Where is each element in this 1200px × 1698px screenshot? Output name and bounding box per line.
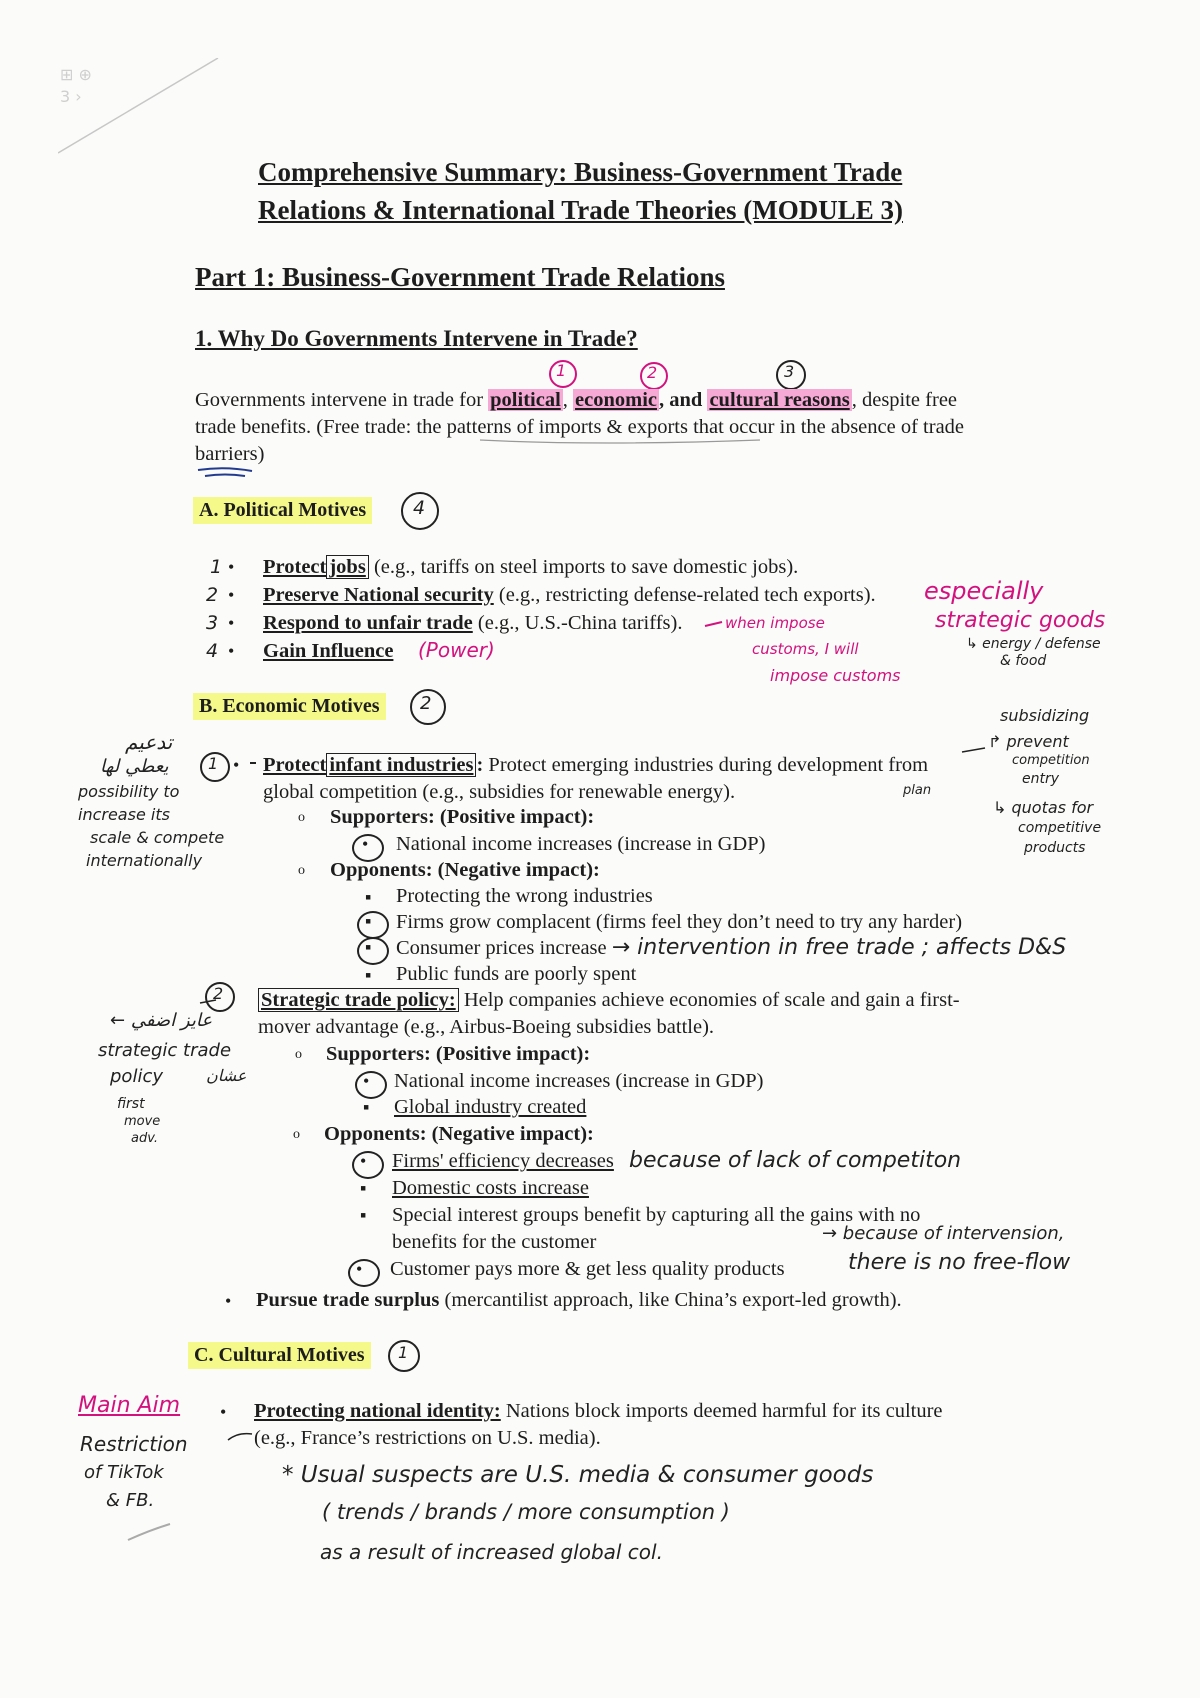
doc-title-line2: Relations & International Trade Theories (MODULE 3): [258, 195, 903, 225]
strat-opp-marker: o: [293, 1127, 300, 1142]
highlight-cultural: cultural reasons: [709, 389, 850, 411]
cultural-item-line2: (e.g., France’s restrictions on U.S. media).: [254, 1427, 601, 1449]
cultural-count: 1: [398, 1343, 409, 1362]
infant-opp-bullet-1: ▪: [365, 887, 372, 907]
pol-num-2: 2: [206, 584, 219, 606]
strat-sup-bullet-2: ▪: [363, 1097, 370, 1117]
infant-opp-bullet-4: ▪: [365, 965, 372, 985]
infant-sup-bullet: •: [362, 834, 369, 854]
strat-opp-bullet-3: ▪: [360, 1205, 367, 1225]
strat-supporters: Supporters: (Positive impact):: [326, 1043, 591, 1065]
cultural-item: Protecting national identity: Nations block imports deemed harmful for its culture: [254, 1400, 943, 1422]
note-efficiency: because of lack of competiton: [629, 1148, 962, 1173]
margin-right-5: ↳ quotas for: [993, 798, 1094, 817]
main-aim-note: Main Aim: [78, 1393, 181, 1418]
strat-sup-bullet-1: •: [363, 1071, 370, 1091]
infant-opponents: Opponents: (Negative impact):: [330, 859, 600, 881]
pol-bullet-3: •: [228, 613, 235, 633]
infant-opp-item-2: Firms grow complacent (firms feel they don’t need to try any harder): [396, 911, 963, 933]
restriction-note-3: & FB.: [106, 1490, 155, 1511]
infant-opp-item-4: Public funds are poorly spent: [396, 963, 637, 985]
infant-line2: global competition (e.g., subsidies for renewable energy).: [263, 781, 736, 803]
surplus-item: Pursue trade surplus (mercantilist approach, like China’s export-led growth).: [256, 1289, 902, 1311]
strategic-line2: mover advantage (e.g., Airbus-Boeing subsidies battle).: [258, 1016, 715, 1038]
note-especially: especially: [924, 577, 1044, 605]
infant-num: 1: [208, 754, 219, 773]
strat-opp-item-3-cont: benefits for the customer: [392, 1231, 597, 1253]
strat-opp-bullet-1: •: [360, 1151, 367, 1171]
highlight-political: political: [490, 389, 561, 411]
restriction-note-2: of TikTok: [84, 1462, 164, 1483]
economic-heading: B. Economic Motives: [193, 693, 386, 720]
mark-3: 3: [784, 362, 795, 381]
margin-left-4: internationally: [86, 851, 203, 870]
cultural-note-3: as a result of increased global col.: [320, 1540, 663, 1564]
strat-sup-item-2: Global industry created: [394, 1096, 587, 1118]
strat-opponents: Opponents: (Negative impact):: [324, 1123, 594, 1145]
pol-bullet-2: •: [228, 585, 235, 605]
strat-margin-1: strategic trade: [98, 1040, 232, 1061]
margin-left-1: possibility to: [78, 782, 180, 801]
margin-right-4: entry: [1022, 771, 1060, 787]
section1-heading: 1. Why Do Governments Intervene in Trade?: [195, 326, 638, 351]
margin-arabic-2: يعطي لها: [100, 756, 169, 777]
strategic-line1: Strategic trade policy: Help companies achieve economies of scale and gain a first-: [258, 987, 960, 1013]
strategic-num: 2: [213, 984, 224, 1003]
margin-left-2: increase its: [78, 805, 170, 824]
pol-item-4: Gain Influence: [263, 640, 394, 662]
note-consumer: → intervention in free trade ; affects D&S: [611, 935, 1067, 960]
margin-right-1: subsidizing: [1000, 706, 1090, 725]
cultural-bullet: •: [220, 1402, 227, 1422]
margin-right-2: ↱ prevent: [988, 732, 1069, 751]
strat-opp-bullet-2: ▪: [360, 1178, 367, 1198]
note-power: (Power): [418, 638, 495, 662]
economic-count: 2: [420, 693, 432, 714]
note-food: & food: [1000, 653, 1047, 669]
infant-opp-item-3: Consumer prices increase → intervention in free trade ; affects D&S: [396, 935, 1067, 960]
highlight-economic: economic: [575, 389, 657, 411]
note-intervension: → because of intervension,: [822, 1223, 1065, 1244]
strat-sup-item-1: National income increases (increase in GDP): [394, 1070, 764, 1092]
margin-right-6: competitive: [1018, 820, 1102, 836]
infant-line1: Protect infant industries : Protect emerging industries during development from: [263, 754, 929, 776]
note-energy: ↳ energy / defense: [966, 636, 1101, 652]
pol-bullet-1: •: [228, 557, 235, 577]
political-count: 4: [413, 497, 426, 519]
pol-num-3: 3: [206, 612, 219, 634]
note-when1: when impose: [725, 614, 825, 632]
intro-line1: Governments intervene in trade for political, economic, and cultural reasons, despite free: [195, 389, 958, 411]
svg-text:⊞ ⊕: ⊞ ⊕: [60, 65, 92, 84]
strat-margin-4: move: [124, 1114, 161, 1129]
strat-margin-5: adv.: [131, 1131, 158, 1146]
infant-opp-bullet-3: ▪: [365, 937, 372, 957]
margin-arabic-1: تدعيم: [125, 730, 173, 754]
pol-item-1: Protect jobs (e.g., tariffs on steel imports to save domestic jobs).: [263, 556, 799, 578]
strat-opp-item-3: Special interest groups benefit by capturing all the gains with no: [392, 1204, 921, 1226]
pol-num-4: 4: [206, 640, 219, 662]
part1-heading: Part 1: Business-Government Trade Relations: [195, 262, 725, 292]
infant-opp-item-1: Protecting the wrong industries: [396, 885, 653, 907]
cultural-note-2: ( trends / brands / more consumption ): [322, 1500, 730, 1524]
infant-opp-bullet-2: ▪: [365, 911, 372, 931]
intro-line2: trade benefits. (Free trade: the patterns of imports & exports that occur in the absence of trade: [195, 416, 965, 438]
strat-margin-arabic: ← عايز اضفي: [110, 1010, 213, 1031]
intro-line3: barriers): [195, 443, 265, 465]
pol-num-1: 1: [210, 556, 223, 578]
margin-right-7: products: [1024, 840, 1086, 856]
svg-text:3 ›: 3 ›: [60, 87, 82, 106]
note-strategic-goods: strategic goods: [935, 608, 1106, 633]
margin-plan: plan: [903, 783, 932, 798]
strat-margin-arabic-2: عشان: [206, 1066, 247, 1085]
strat-opp-bullet-4: •: [356, 1259, 363, 1279]
note-free-flow: there is no free-flow: [848, 1250, 1071, 1275]
political-heading: A. Political Motives: [193, 497, 372, 524]
doc-title-line1: Comprehensive Summary: Business-Government Trade: [258, 157, 903, 187]
strat-margin-3: first: [117, 1096, 145, 1112]
infant-sup-marker: o: [298, 810, 305, 825]
mark-1: 1: [556, 361, 567, 380]
infant-supporters: Supporters: (Positive impact):: [330, 806, 595, 828]
pol-bullet-4: •: [228, 641, 235, 661]
pol-item-3: Respond to unfair trade (e.g., U.S.-China tariffs).: [263, 612, 683, 634]
margin-right-3: competition: [1012, 753, 1090, 768]
strat-opp-item-2: Domestic costs increase: [392, 1177, 589, 1199]
margin-left-3: scale & compete: [90, 828, 225, 847]
surplus-bullet: •: [225, 1291, 232, 1311]
note-when2: customs, I will: [752, 640, 859, 658]
restriction-note-1: Restriction: [80, 1432, 188, 1456]
infant-opp-marker: o: [298, 863, 305, 878]
strat-margin-2: policy: [110, 1066, 163, 1087]
infant-bullet: •: [233, 755, 240, 775]
strat-opp-item-4: Customer pays more & get less quality products: [390, 1258, 785, 1280]
pol-item-2: Preserve National security (e.g., restricting defense-related tech exports).: [263, 584, 876, 606]
strat-opp-item-1: Firms' efficiency decreases because of lack of competiton: [392, 1148, 962, 1173]
infant-sup-item-1: National income increases (increase in GDP): [396, 833, 766, 855]
cultural-heading: C. Cultural Motives: [188, 1342, 371, 1369]
cultural-note-1: * Usual suspects are U.S. media & consumer goods: [282, 1462, 874, 1488]
strat-sup-marker: o: [295, 1047, 302, 1062]
note-when3: impose customs: [770, 666, 901, 685]
mark-2: 2: [647, 363, 658, 382]
